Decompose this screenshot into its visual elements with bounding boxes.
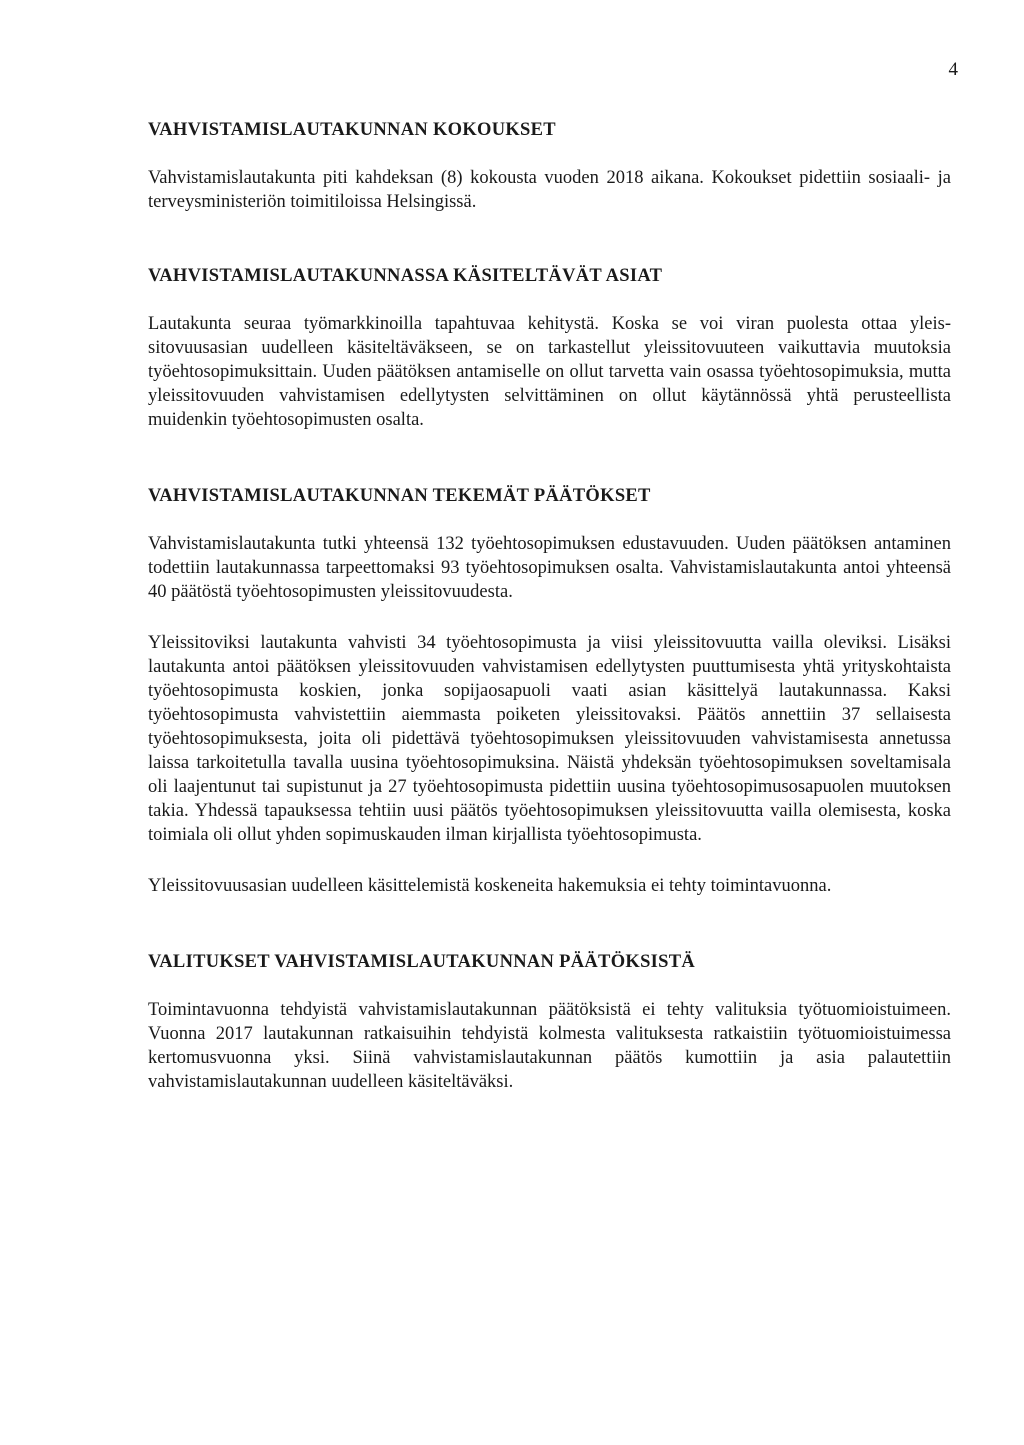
document-body bbox=[148, 118, 951, 1094]
section-heading: VAHVISTAMISLAUTAKUNNAN KOKOUKSET bbox=[148, 120, 556, 140]
paragraph: Toimintavuonna tehdyistä vahvistamislautakunnan päätöksistä ei tehty valituksia työtuomioistuimeen. Vuonna 2017 lautakunnan ratkaisuihin tehdyistä kolmesta valituksesta ratkaistiin työtuomioistuimessa kertomusvuonna yksi. Siinä vahvistamislautakunnan päätös kumottiin ja asia palautettiin vahvistamislautakunnan uudelleen käsiteltäväksi. bbox=[148, 1000, 951, 1092]
paragraph: Yleissitoviksi lautakunta vahvisti 34 työehtosopimusta ja viisi yleissitovuutta vailla oleviksi. Lisäksi lautakunta antoi päätöksen yleissitovuuden vahvistamisen edellytysten puuttumisesta yhtä yrityskohtaista työehtosopimusta koskien, jonka sopijaosapuoli vaati asian käsittelyä lautakunnassa. Kaksi työehtosopimusta vahvistettiin aiemmasta poiketen yleissitovaksi. Päätös annettiin 37 sellaisesta työehtosopimuksesta, joita oli pidettävä työehtosopimuksen yleissitovuuden vahvistamisesta annetussa laissa tarkoitetulla tavalla uusina työehtosopimuksina. Näistä yhdeksän työehtosopimuksen soveltamisala oli laajentunut tai supistunut ja 27 työehtosopimusta pidettiin uusina työehtosopimusosapuolen muutoksen takia. Yhdessä tapauksessa tehtiin uusi päätös työehtosopimuksen yleissitovuutta vailla olemisesta, koska toimiala oli ollut yhden sopimuskauden ilman kirjallista työehtosopimusta. bbox=[148, 633, 951, 845]
paragraph: Vahvistamislautakunta piti kahdeksan (8) kokousta vuoden 2018 aikana. Kokoukset pidettiin sosiaali- ja terveysministeriön toimitiloissa Helsingissä. bbox=[148, 168, 951, 212]
paragraph: Lautakunta seuraa työmarkkinoilla tapahtuvaa kehitystä. Koska se voi viran puolesta ottaa yleissitovuusasian uudelleen käsiteltäväkseen, se on tarkastellut yleissitovuuteen vaikuttavia muutoksia työehtosopimuksittain. Uuden päätöksen antamiselle on ollut tarvetta vain osassa työehtosopimuksia, mutta yleissitovuuden vahvistamisen edellytysten selvittäminen on ollut käytännössä yhtä perusteellista muidenkin työehtosopimusten osalta. bbox=[148, 314, 951, 430]
section-heading: VAHVISTAMISLAUTAKUNNASSA KÄSITELTÄVÄT ASIAT bbox=[148, 266, 663, 286]
section-decisions bbox=[148, 484, 951, 898]
page-number: 4 bbox=[948, 59, 958, 80]
section-heading: VALITUKSET VAHVISTAMISLAUTAKUNNAN PÄÄTÖKSISTÄ bbox=[148, 952, 696, 972]
paragraph: Vahvistamislautakunta tutki yhteensä 132 työehtosopimuksen edustavuuden. Uuden päätöksen antaminen todettiin lautakunnassa tarpeettomaksi 93 työehtosopimuksen osalta. Vahvistamislautakunta antoi yhteensä 40 päätöstä työehtosopimusten yleissitovuudesta. bbox=[148, 534, 951, 602]
section-matters-handled bbox=[148, 264, 951, 432]
section-heading: VAHVISTAMISLAUTAKUNNAN TEKEMÄT PÄÄTÖKSET bbox=[148, 486, 651, 506]
section-appeals bbox=[148, 950, 951, 1094]
section-meetings bbox=[148, 118, 951, 214]
paragraph: Yleissitovuusasian uudelleen käsittelemistä koskeneita hakemuksia ei tehty toimintavuonna. bbox=[148, 876, 832, 896]
